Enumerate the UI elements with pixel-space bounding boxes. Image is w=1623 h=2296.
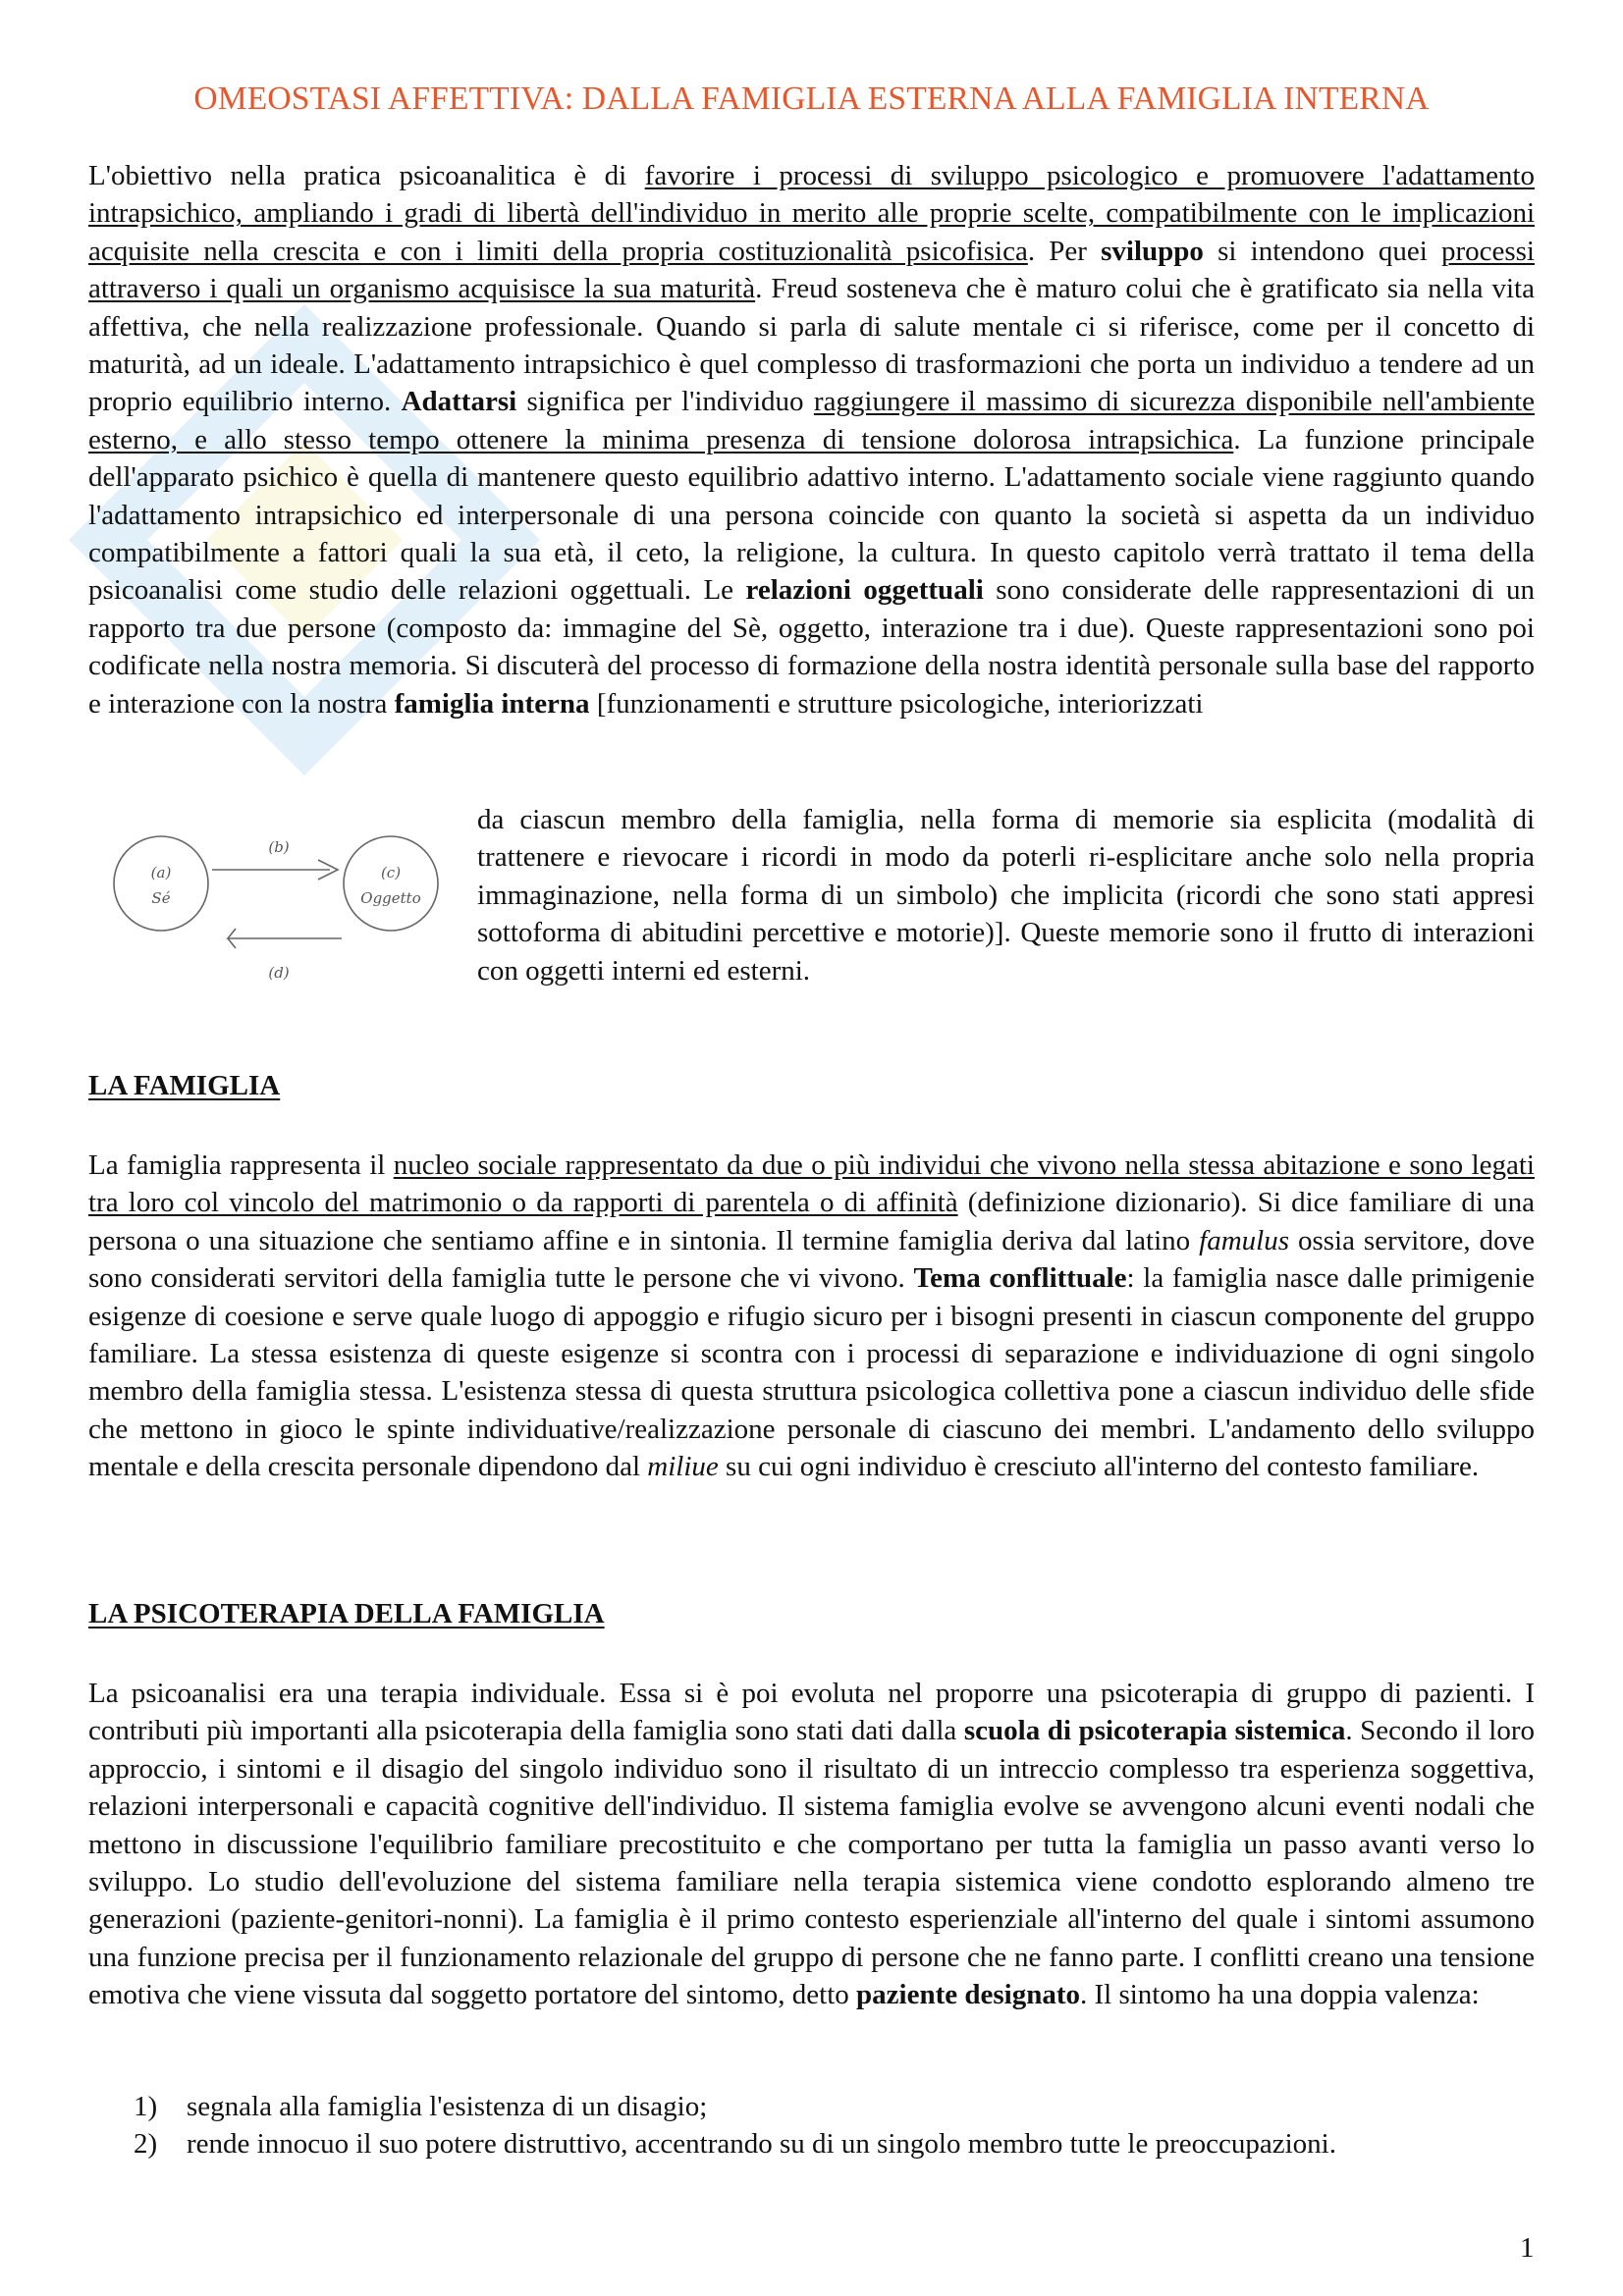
arrow-to-self <box>228 929 342 948</box>
page-number: 1 <box>1520 2232 1535 2264</box>
arrow-bottom-label: (d) <box>268 964 290 982</box>
object-tag: (c) <box>380 864 402 881</box>
object-circle <box>344 836 438 931</box>
section-heading-famiglia: LA FAMIGLIA <box>88 1070 281 1101</box>
list-item: 2) rende innocuo il suo potere distruttivo, accentrando su di un singolo membro tutte le preoccupazioni. <box>134 2128 1336 2161</box>
intro-paragraph: L'obiettivo nella pratica psicoanalitica è di favorire i processi di sviluppo psicologico e promuovere l'adattamento intrapsichico, ampliando i gradi di libertà dell'individuo in merito alle proprie scelte, compatibilmente con le implicazioni acquisite nella crescita e con i limiti della propria costituzionalità psicofisica. Per sviluppo si intendono quei processi attraverso i quali un organismo acquisisce la sua maturità. Freud sosteneva che è maturo colui che è gratificato sia nella vita affettiva, che nella realizzazione professionale. Quando si parla di salute mentale ci si riferisce, come per il concetto di maturità, ad un ideale. L'adattamento intrapsichico è quel complesso di trasformazioni che porta un individuo a tendere ad un proprio equilibrio interno. Adattarsi significa per l'individuo raggiungere il massimo di sicurezza disponibile nell'ambiente esterno, e allo stesso tempo ottenere la minima presenza di tensione dolorosa intrapsichica. La funzione principale dell'apparato psichico è quella di mantenere questo equilibrio adattivo interno. L'adattamento sociale viene raggiunto quando l'adattamento intrapsichico ed interpersonale di una persona coincide con quanto la società si aspetta da un individuo compatibilmente a fattori quali la sua età, il ceto, la religione, la cultura. In questo capitolo verrà trattato il tema della psicoanalisi come studio delle relazioni oggettuali. Le relazioni oggettuali sono considerate delle rappresentazioni di un rapporto tra due persone (composto da: immagine del Sè, oggetto, interazione tra i due). Queste rappresentazioni sono poi codificate nella nostra memoria. Si discuterà del processo di formazione della nostra identità personale sulla base del rapporto e interazione con la nostra famiglia interna [funzionamenti e strutture psicologiche, interiorizzati <box>88 160 1535 720</box>
psicoterapia-paragraph: La psicoanalisi era una terapia individuale. Essa si è poi evoluta nel proporre una psicoterapia di gruppo di pazienti. I contributi più importanti alla psicoterapia della famiglia sono stati dati dalla scuola di psicoterapia sistemica. Secondo il loro approccio, i sintomi e il disagio del singolo individuo sono il risultato di un intreccio complesso tra esperienza soggettiva, relazioni interpersonali e capacità cognitive dell'individuo. Il sistema famiglia evolve se avvengono alcuni eventi nodali che mettono in discussione l'equilibrio familiare precostituito e che comportano per tutta la famiglia un passo avanti verso lo sviluppo. Lo studio dell'evoluzione del sistema familiare nella terapia sistemica viene condotto esplorando almeno tre generazioni (paziente-genitori-nonni). La famiglia è il primo contesto esperienziale all'interno del quale i sintomi assumono una funzione precisa per il funzionamento relazionale del gruppo di persone che ne fanno parte. I conflitti creano una tensione emotiva che viene vissuta dal soggetto portatore del sintomo, detto paziente designato. Il sintomo ha una doppia valenza: <box>88 1678 1536 2011</box>
self-circle <box>114 836 208 931</box>
list-item: 1) segnala alla famiglia l'esistenza di un disagio; <box>134 2091 708 2122</box>
symptom-list <box>134 2088 1336 2163</box>
document-title: OMEOSTASI AFFETTIVA: DALLA FAMIGLIA ESTERNA ALLA FAMIGLIA INTERNA <box>193 80 1430 117</box>
famiglia-paragraph: La famiglia rappresenta il nucleo sociale rappresentato da due o più individui che vivono nella stessa abitazione e sono legati tra loro col vincolo del matrimonio o da rapporti di parentela o di affinità (definizione dizionario). Si dice familiare di una persona o una situazione che sentiamo affine e in sintonia. Il termine famiglia deriva dal latino famulus ossia servitore, dove sono considerati servitori della famiglia tutte le persone che vi vivono. Tema conflittuale: la famiglia nasce dalle primigenie esigenze di coesione e serve quale luogo di appoggio e rifugio sicuro per i bisogni presenti in ciascun componente del gruppo familiare. La stessa esistenza di queste esigenze si scontra con i processi di separazione e individuazione di ogni singolo membro della famiglia stessa. L'esistenza stessa di questa struttura psicologica collettiva pone a ciascun individuo delle sfide che mettono in gioco le spinte individuative/realizzazione personale di ciascuno dei membri. L'andamento dello sviluppo mentale e della crescita personale dipendono dal miliue su cui ogni individuo è cresciuto all'interno del contesto familiare. <box>88 1149 1535 1483</box>
arrow-to-object <box>212 860 338 880</box>
self-tag: (a) <box>150 864 172 881</box>
object-label: Oggetto <box>360 889 421 907</box>
arrow-top-label: (b) <box>268 838 290 856</box>
self-object-diagram <box>110 823 444 995</box>
intro-continuation: da ciascun membro della famiglia, nella forma di memorie sia esplicita (modalità di trattenere e rievocare i ricordi in modo da poterli ri-esplicitare anche solo nella propria immaginazione, nella forma di un simbolo) che implicita (ricordi che sono stati appresi sottoforma di abitudini percettive e motorie)]. Queste memorie sono il frutto di interazioni con oggetti interni ed esterni. <box>477 804 1535 987</box>
section-heading-psicoterapia: LA PSICOTERAPIA DELLA FAMIGLIA <box>88 1598 605 1629</box>
self-label: Sé <box>151 889 171 907</box>
